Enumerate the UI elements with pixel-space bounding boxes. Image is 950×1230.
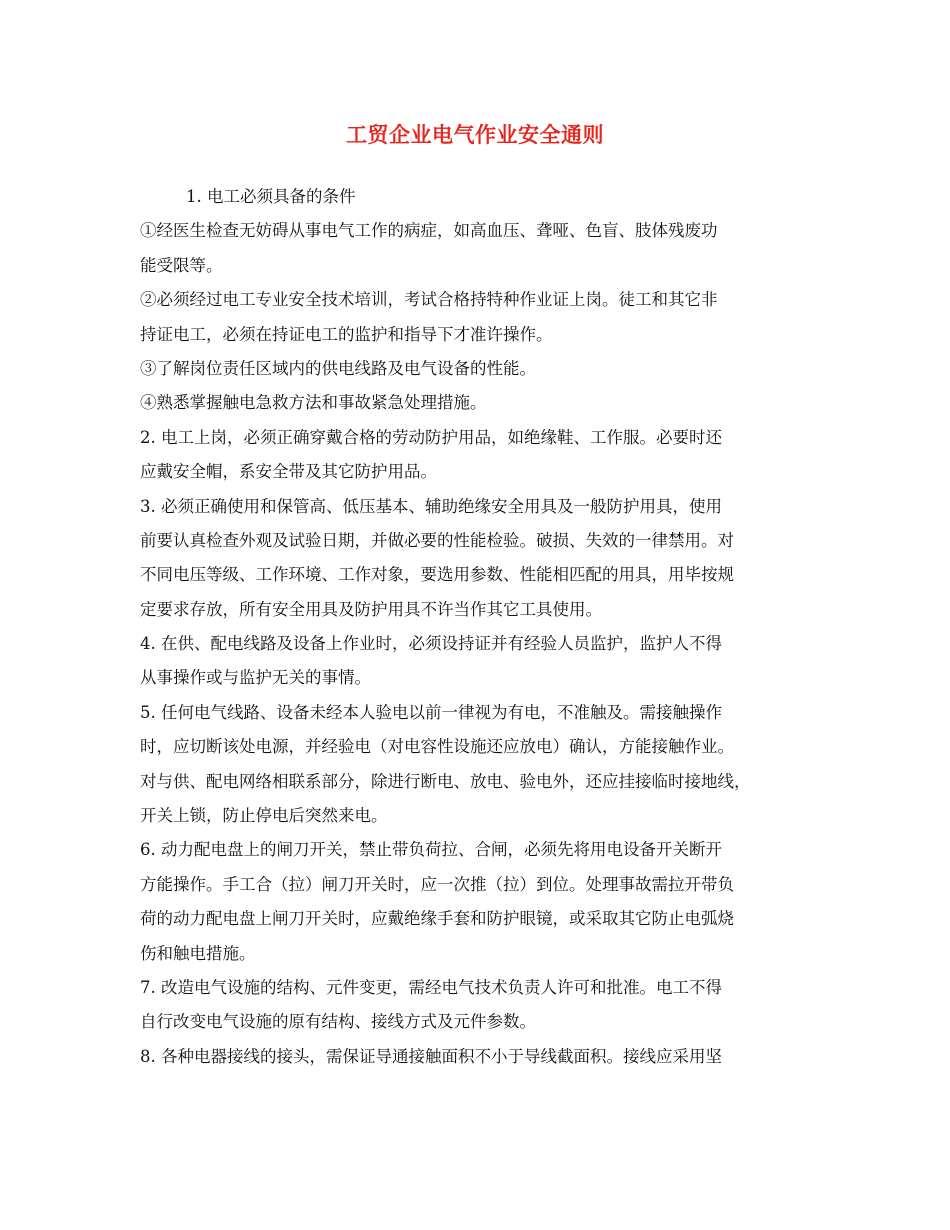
- text-line: 荷的动力配电盘上闸刀开关时，应戴绝缘手套和防护眼镜，或采取其它防止电弧烧: [140, 909, 734, 929]
- text-line: ②必须经过电工专业安全技术培训，考试合格持特种作业证上岗。徒工和其它非: [140, 290, 718, 310]
- text-line: 持证电工，必须在持证电工的监护和指导下才准许操作。: [140, 324, 553, 344]
- document-body: [140, 180, 824, 1074]
- text-line: 3. 必须正确使用和保管高、低压基本、辅助绝缘安全用具及一般防护用具，使用: [140, 496, 722, 516]
- text-line: 方能操作。手工合（拉）闸刀开关时，应一次推（拉）到位。处理事故需拉开带负: [140, 874, 734, 894]
- text-line: 定要求存放，所有安全用具及防护用具不许当作其它工具使用。: [140, 599, 602, 619]
- text-line: 8. 各种电器接线的接头，需保证导通接触面积不小于导线截面积。接线应采用坚: [140, 1046, 722, 1066]
- text-line: 伤和触电措施。: [140, 943, 256, 963]
- text-line: 6. 动力配电盘上的闸刀开关，禁止带负荷拉、合闸，必须先将用电设备开关断开: [140, 840, 722, 860]
- text-line: 7. 改造电气设施的结构、元件变更，需经电气技术负责人许可和批准。电工不得: [140, 977, 722, 997]
- text-line: 能受限等。: [140, 255, 223, 275]
- text-line: ④熟悉掌握触电急救方法和事故紧急处理措施。: [140, 393, 487, 413]
- text-line: 自行改变电气设施的原有结构、接线方式及元件参数。: [140, 1012, 536, 1032]
- text-line: 2. 电工上岗，必须正确穿戴合格的劳动防护用品，如绝缘鞋、工作服。必要时还: [140, 427, 722, 447]
- text-line: 应戴安全帽，系安全带及其它防护用品。: [140, 462, 437, 482]
- text-line: 对与供、配电网络相联系部分，除进行断电、放电、验电外，还应挂接临时接地线，: [140, 771, 751, 791]
- document-title: 工贸企业电气作业安全通则: [346, 122, 604, 147]
- text-line: 时，应切断该处电源，并经验电（对电容性设施还应放电）确认，方能接触作业。: [140, 737, 734, 757]
- text-line: ①经医生检查无妨碍从事电气工作的病症，如高血压、聋哑、色盲、肢体残废功: [140, 221, 718, 241]
- text-line: ③了解岗位责任区域内的供电线路及电气设备的性能。: [140, 358, 536, 378]
- text-line: 不同电压等级、工作环境、工作对象，要选用参数、性能相匹配的用具，用毕按规: [140, 565, 734, 585]
- text-line: 开关上锁，防止停电后突然来电。: [140, 806, 388, 826]
- text-line: 从事操作或与监护无关的事情。: [140, 668, 371, 688]
- text-line: 1. 电工必须具备的条件: [186, 187, 356, 206]
- text-line: 前要认真检查外观及试验日期，并做必要的性能检验。破损、失效的一律禁用。对: [140, 530, 734, 550]
- text-line: 5. 任何电气线路、设备未经本人验电以前一律视为有电，不准触及。需接触操作: [140, 702, 722, 722]
- text-line: 4. 在供、配电线路及设备上作业时，必须设持证并有经验人员监护，监护人不得: [140, 634, 722, 654]
